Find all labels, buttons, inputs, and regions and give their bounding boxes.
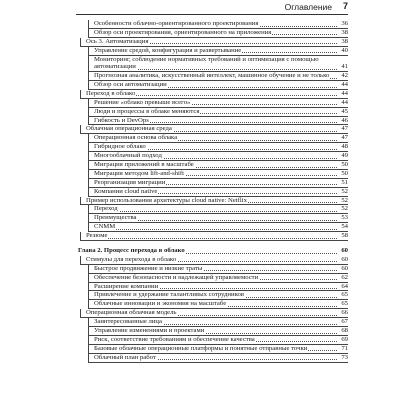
- toc-entry-page: 51: [341, 178, 348, 186]
- toc-entry-page: 71: [341, 344, 348, 352]
- toc-entry-title: Заинтересованные лица: [94, 318, 162, 326]
- toc-entry-title: Переход: [94, 205, 118, 213]
- toc-leader-dots: [94, 211, 337, 212]
- toc-entry-row[interactable]: [76, 99, 348, 108]
- toc-entry-title: Облачные инновации и экономия на масштабе: [94, 300, 227, 308]
- toc-entry-page: 44: [341, 89, 348, 97]
- toc-entry-title: Обзор оси автоматизации: [94, 80, 167, 88]
- toc-entry-title: Особенности облачно-ориентированного проектирования: [94, 20, 259, 27]
- toc-entry-title: Реорганизация миграции: [94, 178, 166, 186]
- toc-entry-title: Многооблачный подход: [94, 152, 162, 160]
- toc-entry-page: 44: [341, 98, 348, 106]
- toc-underline: [80, 240, 348, 241]
- toc-entry-page: 60: [341, 264, 348, 272]
- toc-entry-page: 69: [341, 335, 348, 343]
- toc-entry-page: 73: [341, 353, 348, 361]
- toc-entry-title: Обзор оси проектирования, ориентированного на приложения: [94, 28, 272, 36]
- toc-entry-page: 40: [341, 46, 348, 54]
- toc-entry-page: 50: [341, 169, 348, 177]
- toc-entry-title: Гибридное облако: [94, 143, 146, 151]
- running-header-title: Оглавление: [284, 2, 332, 12]
- toc-entry-title: Быстрое продвижение и низкие траты: [94, 264, 203, 272]
- toc-entry-title: Привлечение и удержание талантливых сотрудников: [94, 291, 244, 299]
- toc-entry-row[interactable]: [76, 143, 348, 152]
- toc-entry-page: 36: [341, 20, 348, 27]
- toc-entry-title: Операционная основа облака: [94, 134, 178, 142]
- toc-entry-page: 42: [341, 72, 348, 80]
- toc-entry-row[interactable]: [76, 274, 348, 283]
- toc-entry-title: Прогнозная аналитика, искусственный интеллект, машинное обучение и не только: [94, 72, 330, 80]
- toc-entry-page: 38: [341, 28, 348, 36]
- toc-entry-page: 45: [341, 107, 348, 115]
- toc-entry-row[interactable]: [76, 20, 348, 29]
- toc-entry-page: 62: [341, 273, 348, 281]
- toc-entry-row[interactable]: [76, 354, 348, 363]
- toc-entry-page: 52: [341, 205, 348, 213]
- toc-entry-title: Расширение компании: [94, 282, 159, 290]
- toc-entry-row[interactable]: [76, 309, 348, 318]
- toc-entry-title: Облачный план работ: [94, 353, 156, 361]
- toc-entry-page: 47: [341, 125, 348, 133]
- toc-chapter-row[interactable]: [76, 247, 348, 256]
- toc-entry-page: 65: [341, 291, 348, 299]
- toc-entry-row[interactable]: [76, 170, 348, 179]
- toc-tree-line: [88, 56, 89, 72]
- toc-entry-row[interactable]: [76, 38, 348, 47]
- toc-entry-row[interactable]: [76, 318, 348, 327]
- toc-entry-page: 64: [341, 282, 348, 290]
- toc-entry-title: Обеспечение безопасности и надлежащей управляемости: [94, 273, 259, 281]
- toc-entry-title: Миграция методом lift-and-shift: [94, 169, 184, 177]
- toc-entry-page: 47: [341, 134, 348, 142]
- toc-entry-page: 46: [341, 116, 348, 124]
- toc-entry-row[interactable]: [76, 81, 348, 90]
- toc-entry-page: 60: [341, 255, 348, 263]
- toc-entry-title: Компании cloud native: [94, 187, 158, 195]
- toc-entry-row[interactable]: [76, 265, 348, 274]
- toc-entry-title: CNMM: [94, 223, 116, 231]
- toc-entry-title: Управление изменениями и проектами: [94, 326, 205, 334]
- toc-entry-row[interactable]: [76, 108, 348, 117]
- running-header: [76, 0, 348, 14]
- toc-entry-row[interactable]: [76, 179, 348, 188]
- toc-entry-row[interactable]: [76, 232, 348, 241]
- toc-entry-row[interactable]: [76, 161, 348, 170]
- toc-entry-page: 53: [341, 214, 348, 222]
- toc-entry-row[interactable]: [76, 125, 348, 134]
- toc-leader-dots: [94, 229, 337, 230]
- toc-entry-row[interactable]: [76, 47, 348, 56]
- toc-entry-row[interactable]: [76, 134, 348, 143]
- toc-entry-page: 38: [341, 37, 348, 45]
- toc-entry-title: Глава 2. Процесс перехода в облако: [78, 246, 185, 254]
- toc-entry-page: 50: [341, 160, 348, 168]
- toc-entry-title: Операционная облачная модель: [86, 309, 177, 317]
- toc-entry-page: 58: [341, 232, 348, 240]
- toc-entry-title: Стимулы для перехода в облако: [86, 255, 177, 263]
- toc-entry-page: 68: [341, 326, 348, 334]
- toc-entry-page: 67: [341, 318, 348, 326]
- toc-entry-row[interactable]: [76, 336, 348, 345]
- table-of-contents: [76, 20, 348, 363]
- header-rule: [76, 14, 348, 15]
- toc-entry-row[interactable]: [76, 300, 348, 309]
- toc-entry-page: 41: [341, 63, 348, 71]
- toc-entry-row[interactable]: [76, 205, 348, 214]
- toc-entry-row[interactable]: [76, 291, 348, 300]
- toc-leader-dots: [86, 238, 337, 239]
- page-number: 7: [342, 1, 348, 11]
- toc-entry-title: Базовые облачные операционные платформы и понятные отправные точки: [94, 344, 308, 352]
- toc-entry-title: Пример использования архитектуры cloud native: Netflix: [86, 196, 247, 204]
- toc-entry-title: Управление средой, конфигурация и развертывание: [94, 46, 242, 54]
- toc-entry-row[interactable]: [76, 152, 348, 161]
- toc-entry-row[interactable]: [76, 56, 348, 72]
- toc-entry-title: Резюме: [86, 232, 108, 240]
- toc-entry-page: 65: [341, 300, 348, 308]
- toc-entry-title: Облачная операционная среда: [86, 125, 172, 133]
- toc-entry-row[interactable]: [76, 72, 348, 81]
- toc-entry-page: 48: [341, 143, 348, 151]
- toc-entry-page: 52: [341, 196, 348, 204]
- toc-entry-title: Преимущества: [94, 214, 137, 222]
- toc-entry-title: Люди и процессы в облаке меняются: [94, 107, 200, 115]
- toc-entry-title: Переход в облако: [86, 89, 136, 97]
- toc-entry-page: 60: [341, 246, 348, 254]
- toc-entry-row[interactable]: [76, 188, 348, 197]
- toc-underline: [88, 362, 348, 363]
- toc-entry-title: Решение «облако превыше всего»: [94, 98, 191, 106]
- toc-entry-title: Мониторинг, соблюдение нормативных требований и оптимизация с помощью автоматизации: [94, 55, 319, 71]
- toc-entry-page: 44: [341, 80, 348, 88]
- toc-entry-row[interactable]: [76, 223, 348, 232]
- toc-entry-page: 54: [341, 223, 348, 231]
- toc-entry-row[interactable]: [76, 327, 348, 336]
- toc-entry-row[interactable]: [76, 90, 348, 99]
- toc-entry-row[interactable]: [76, 29, 348, 38]
- toc-entry-page: 52: [341, 187, 348, 195]
- toc-entry-title: Ось 3. Автоматизация: [86, 37, 149, 45]
- toc-entry-row[interactable]: [76, 345, 348, 354]
- toc-entry-row[interactable]: [76, 256, 348, 265]
- toc-entry-row[interactable]: [76, 214, 348, 223]
- toc-entry-title: Миграция приложений в масштабе: [94, 160, 194, 168]
- toc-entry-page: 66: [341, 309, 348, 317]
- toc-entry-page: 49: [341, 152, 348, 160]
- toc-entry-title: Риск, соответствие требованиям и обеспечение качества: [94, 335, 255, 343]
- toc-entry-title: Гибкость и DevOps: [94, 116, 149, 124]
